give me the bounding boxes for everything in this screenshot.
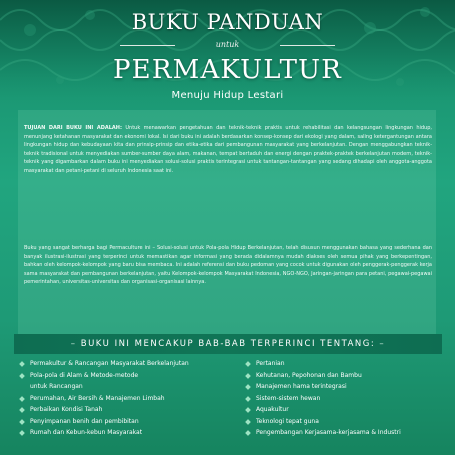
diamond-bullet-icon [19,361,25,367]
title-line-3: Menuju Hidup Lestari [171,90,284,101]
list-item: Sistem-sistem hewan [246,393,455,405]
heading-ornament-right: – [375,339,386,349]
intro-paragraph-2: Buku yang sangat berharga bagi Permaculture ini – Solusi-solusi untuk Pola-pola Hidup Berkelanjutan, telah disusun menggunakan bahasa yang sederhana dan banyak ilustrasi-ilustrasi yang terperinci untuk memastikan agar informasi yang berada didalamnya mudah diakses oleh semua pihak yang berkepentingan, bahkan oleh kelompok-kelompok yang baru bisa membaca. Ini adalah referensi dan buku pedoman yang cocok untuk digunakan oleh penggerak-penggerak kerja sama masyarakat dan pembangunan berkelanjutan, yaitu Kelompok-kelompok Masyarakat Indonesia, NGO-NGO, Jaringan-jaringan para petani, pegawai-pegawai pemerintahan, universitas-universitas dan organisasi-organisasi lainnya. [24,245,432,286]
diamond-bullet-icon [245,384,251,390]
diamond-bullet-icon [19,396,25,402]
diamond-bullet-icon [245,361,251,367]
diamond-bullet-icon [19,419,25,425]
list-item: Pola-pola di Alam & Metode-metode [20,370,230,382]
diamond-bullet-icon [19,373,25,379]
list-item: Pertanian [246,358,455,370]
diamond-bullet-icon [19,430,25,436]
chapters-column-right [246,358,455,439]
list-item: Manajemen hama terintegrasi [246,381,455,393]
title-block [0,0,455,110]
list-item: Aquakultur [246,404,455,416]
list-item: Permakultur & Rancangan Masyarakat Berkelanjutan [20,358,230,370]
chapters-heading [14,334,442,354]
divider-right [280,45,335,46]
diamond-bullet-icon [245,396,251,402]
heading-ornament-left: – [70,339,81,349]
list-item-continuation: untuk Rancangan [30,383,83,390]
diamond-bullet-icon [19,407,25,413]
list-item: Teknologi tepat guna [246,416,455,428]
intro-body: Untuk menawarkan pengetahuan dan teknik-teknik praktis untuk rehabilitasi dan kelangsungan lingkungan hidup, menunjang ketahanan masyarakat dan ekonomi lokal. Isi dari buku ini adalah berdasarkan konsep-konsep dari ekologi yang dalam, saling ketergantungan antara lingkungan hidup dan kebudayaan kita dan prinsip-prinsip dan etika-etika dari pembangunan masyarakat yang berkelanjutan. Dengan menggabungkan teknik-teknik tradisional untuk menyediakan sumber-sumber daya alam, makanan, tempat bertaduh dan energi dengan praktek-praktek berkelanjutan modern, teknik-teknik yang digambarkan dalam buku ini menyediakan solusi-solusi praktis terintegrasi untuk tantangan-tantangan yang sedang dihadapi oleh anggota-anggota masyarakat dan petani-petani di seluruh Indonesia saat ini. [24,125,432,174]
chapters-column-left [20,358,230,439]
list-item: Rumah dan Kebun-kebun Masyarakat [20,427,230,439]
title-line-1: BUKU PANDUAN [131,10,324,34]
title-connector: untuk [215,40,240,49]
diamond-bullet-icon [245,373,251,379]
diamond-bullet-icon [245,407,251,413]
list-item: Perumahan, Air Bersih & Manajemen Limbah [20,393,230,405]
intro-lead: TUJUAN DARI BUKU INI ADALAH: [24,125,122,131]
list-item: Pengembangan Kerjasama-kerjasama & Industri [246,427,455,439]
list-item: Kehutanan, Pepohonan dan Bambu [246,370,455,382]
title-line-2: PERMAKULTUR [112,55,343,85]
intro-paragraph-1 [24,124,432,176]
list-item: Penyimpanan benih dan pembibitan [20,416,230,428]
list-item: Perbaikan Kondisi Tanah [20,404,230,416]
diamond-bullet-icon [245,430,251,436]
diamond-bullet-icon [245,419,251,425]
chapters-heading-text: BUKU INI MENCAKUP BAB-BAB TERPERINCI TENTANG: [80,339,376,349]
chapters-list [14,358,442,448]
